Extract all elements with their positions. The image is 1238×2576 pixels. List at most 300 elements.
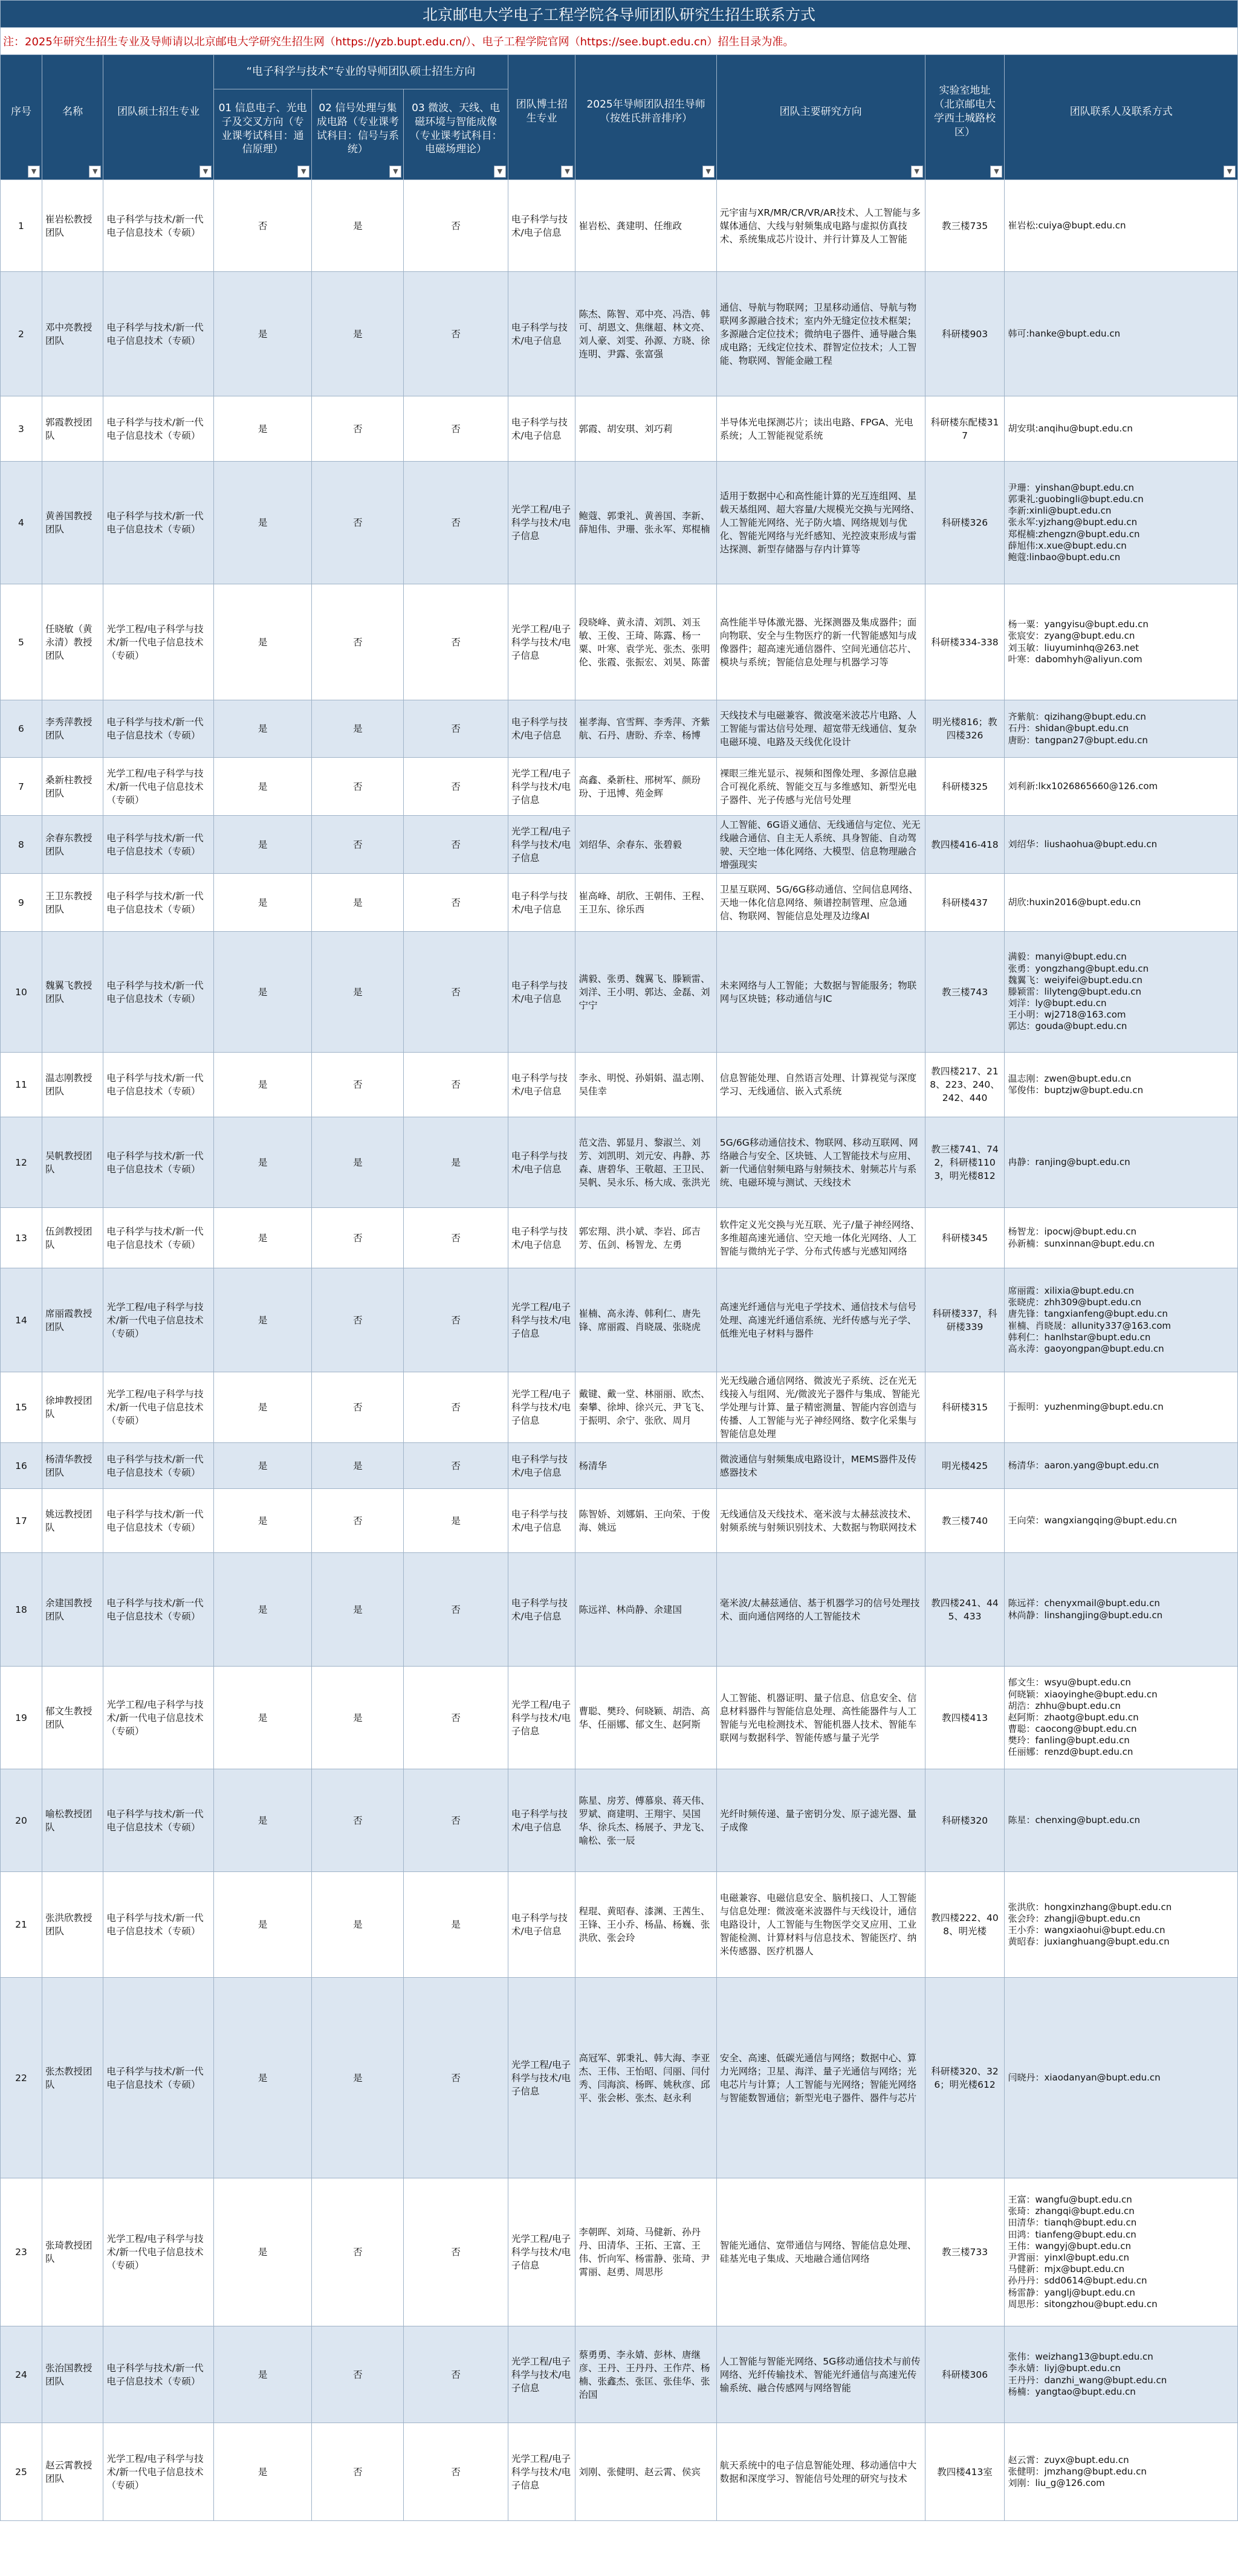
cell-master-major: 光学工程/电子科学与技术/新一代电子信息技术（专硕） xyxy=(103,2178,214,2326)
dropdown-filter-icon[interactable]: ▼ xyxy=(911,166,923,178)
cell-phd-major: 电子科学与技术/电子信息 xyxy=(508,1553,575,1667)
admission-note: 注：2025年研究生招生专业及导师请以北京邮电大学研究生招生网（https://yzb.bupt.edu.cn/）、电子工程学院官网（https://see.bupt.edu.cn）招生目录为准。 xyxy=(0,28,1238,54)
cell-no: 14 xyxy=(1,1268,42,1372)
cell-research: 通信、导航与物联网；卫星移动通信、导航与物联网多源融合技术；室内外无缝定位技术框架；多源融合定位技术；微纳电子器件、通导融合集成电路；无线定位技术、群智定位技术；人工智能、物联网、智能金融工程 xyxy=(716,272,925,396)
cell-dir-2: 否 xyxy=(312,758,404,816)
cell-dir-3: 否 xyxy=(404,932,508,1053)
header-contact: 团队联系人及联系方式 ▼ xyxy=(1005,55,1238,180)
cell-master-major: 电子科学与技术/新一代电子信息技术（专硕） xyxy=(103,874,214,932)
cell-dir-3: 是 xyxy=(404,1489,508,1553)
dropdown-filter-icon[interactable]: ▼ xyxy=(990,166,1002,178)
cell-advisors: 程琨、黄昭春、漆渊、王茜生、王锋、王小乔、杨晶、杨巍、张洪欣、张会玲 xyxy=(575,1872,716,1978)
cell-research: 半导体光电探测芯片；读出电路、FPGA、光电系统；人工智能视觉系统 xyxy=(716,396,925,462)
cell-phd-major: 光学工程/电子科学与技术/电子信息 xyxy=(508,1978,575,2178)
cell-advisors: 陈星、房芳、傅慕泉、蒋天伟、罗斌、商建明、王翔宇、吴国华、徐兵杰、杨展予、尹龙飞、喻松、张一辰 xyxy=(575,1769,716,1872)
cell-dir-2: 是 xyxy=(312,1443,404,1489)
table-row xyxy=(1,932,1238,1053)
cell-no: 19 xyxy=(1,1667,42,1769)
header-name: 名称 ▼ xyxy=(42,55,103,180)
cell-lab: 教四楼217、218、223、240、242、440 xyxy=(925,1053,1005,1117)
cell-dir-1: 是 xyxy=(213,932,311,1053)
cell-dir-3: 否 xyxy=(404,462,508,584)
cell-advisors: 段晓峰、黄永清、刘凯、刘玉敏、王俊、王琦、陈露、杨一粟、叶寒、袁学光、张杰、张明伦、张霞、张振宏、刘昊、陈蕾 xyxy=(575,584,716,700)
cell-no: 22 xyxy=(1,1978,42,2178)
cell-name: 张琦教授团队 xyxy=(42,2178,103,2326)
cell-dir-1: 是 xyxy=(213,1443,311,1489)
cell-phd-major: 电子科学与技术/电子信息 xyxy=(508,1443,575,1489)
cell-phd-major: 电子科学与技术/电子信息 xyxy=(508,1769,575,1872)
table-row xyxy=(1,1769,1238,1872)
cell-lab: 教四楼222、408、明光楼 xyxy=(925,1872,1005,1978)
table-row xyxy=(1,272,1238,396)
table-row xyxy=(1,758,1238,816)
dropdown-filter-icon[interactable]: ▼ xyxy=(199,166,212,178)
cell-dir-3: 否 xyxy=(404,272,508,396)
cell-advisors: 杨清华 xyxy=(575,1443,716,1489)
cell-dir-2: 否 xyxy=(312,2326,404,2423)
cell-master-major: 电子科学与技术/新一代电子信息技术（专硕） xyxy=(103,2326,214,2423)
cell-phd-major: 光学工程/电子科学与技术/电子信息 xyxy=(508,2326,575,2423)
cell-no: 9 xyxy=(1,874,42,932)
table-row xyxy=(1,1872,1238,1978)
cell-dir-2: 是 xyxy=(312,180,404,272)
cell-dir-3: 否 xyxy=(404,1978,508,2178)
cell-dir-2: 是 xyxy=(312,1667,404,1769)
cell-dir-1: 是 xyxy=(213,584,311,700)
header-lab: 实验室地址（北京邮电大学西土城路校区） ▼ xyxy=(925,55,1005,180)
cell-dir-2: 否 xyxy=(312,584,404,700)
cell-name: 崔岩松教授团队 xyxy=(42,180,103,272)
cell-name: 赵云霄教授团队 xyxy=(42,2423,103,2521)
cell-name: 杨清华教授团队 xyxy=(42,1443,103,1489)
table-row xyxy=(1,874,1238,932)
cell-advisors: 郭霞、胡安琪、刘巧莉 xyxy=(575,396,716,462)
cell-dir-1: 是 xyxy=(213,1117,311,1208)
cell-phd-major: 电子科学与技术/电子信息 xyxy=(508,874,575,932)
cell-lab: 科研楼315 xyxy=(925,1372,1005,1443)
cell-advisors: 陈远祥、林尚静、余建国 xyxy=(575,1553,716,1667)
cell-contact: 陈星：chenxing@bupt.edu.cn xyxy=(1005,1769,1238,1872)
cell-phd-major: 电子科学与技术/电子信息 xyxy=(508,1208,575,1268)
cell-dir-3: 否 xyxy=(404,874,508,932)
cell-name: 张治国教授团队 xyxy=(42,2326,103,2423)
header-master-major: 团队硕士招生专业 ▼ xyxy=(103,55,214,180)
cell-contact: 崔岩松:cuiya@bupt.edu.cn xyxy=(1005,180,1238,272)
cell-contact: 张洪欣：hongxinzhang@bupt.edu.cn 张会玲：zhangji@bupt.edu.cn 王小乔：wangxiaohui@bupt.edu.cn 黄昭春：juxianghuang@bupt.edu.cn xyxy=(1005,1872,1238,1978)
dropdown-filter-icon[interactable]: ▼ xyxy=(297,166,310,178)
cell-contact: 席丽霞：xilixia@bupt.edu.cn 张晓虎：zhh309@bupt.edu.cn 唐先锋：tangxianfeng@bupt.edu.cn 崔楠、肖晓晟：allunity337@163.com 韩利仁：hanlhstar@bupt.edu.cn 高永涛：gaoyongpan@bupt.edu.cn xyxy=(1005,1268,1238,1372)
cell-master-major: 电子科学与技术/新一代电子信息技术（专硕） xyxy=(103,462,214,584)
cell-dir-3: 否 xyxy=(404,584,508,700)
cell-master-major: 光学工程/电子科学与技术/新一代电子信息技术（专硕） xyxy=(103,1667,214,1769)
cell-no: 7 xyxy=(1,758,42,816)
table-row xyxy=(1,1443,1238,1489)
cell-master-major: 电子科学与技术/新一代电子信息技术（专硕） xyxy=(103,1872,214,1978)
cell-lab: 教四楼241、445、433 xyxy=(925,1553,1005,1667)
cell-no: 1 xyxy=(1,180,42,272)
cell-no: 21 xyxy=(1,1872,42,1978)
cell-research: 无线通信及天线技术、毫米波与太赫兹波技术、射频系统与射频识别技术、大数据与物联网技术 xyxy=(716,1489,925,1553)
cell-contact: 杨清华：aaron.yang@bupt.edu.cn xyxy=(1005,1443,1238,1489)
cell-advisors: 崔高峰、胡欣、王朝伟、王程、王卫东、徐乐西 xyxy=(575,874,716,932)
cell-advisors: 范文浩、郭显月、黎淑兰、刘芳、刘凯明、刘元安、冉静、苏森、唐碧华、王敬超、王卫民、吴帆、吴永乐、杨大成、张洪光 xyxy=(575,1117,716,1208)
cell-no: 25 xyxy=(1,2423,42,2521)
cell-research: 未来网络与人工智能；大数据与智能服务；物联网与区块链；移动通信与IC xyxy=(716,932,925,1053)
cell-name: 李秀萍教授团队 xyxy=(42,700,103,758)
cell-advisors: 郭宏翔、洪小斌、李岩、邱吉芳、伍剑、杨智龙、左勇 xyxy=(575,1208,716,1268)
header-group-directions: “电子科学与技术”专业的导师团队硕士招生方向 xyxy=(213,55,508,89)
cell-dir-3: 否 xyxy=(404,2326,508,2423)
cell-name: 张杰教授团队 xyxy=(42,1978,103,2178)
cell-dir-3: 否 xyxy=(404,180,508,272)
cell-dir-1: 否 xyxy=(213,180,311,272)
cell-contact: 满毅：manyi@bupt.edu.cn 张勇：yongzhang@bupt.edu.cn 魏翼飞：weiyifei@bupt.edu.cn 滕颖雷：lilyteng@bupt.edu.cn 刘洋：ly@bupt.edu.cn 王小明：wj2718@163.com 郭达：gouda@bupt.edu.cn xyxy=(1005,932,1238,1053)
cell-master-major: 电子科学与技术/新一代电子信息技术（专硕） xyxy=(103,1208,214,1268)
cell-name: 姚远教授团队 xyxy=(42,1489,103,1553)
cell-dir-3: 否 xyxy=(404,1268,508,1372)
cell-research: 安全、高速、低碳光通信与网络；数据中心、算力光网络；卫星、海洋、量子光通信与网络；光电芯片与计算；人工智能与光网络；智能光网络与智能数智通信；新型光电子器件、器件与芯片 xyxy=(716,1978,925,2178)
cell-dir-1: 是 xyxy=(213,2423,311,2521)
cell-dir-2: 是 xyxy=(312,700,404,758)
cell-research: 光纤时频传递、量子密钥分发、原子滤光器、量子成像 xyxy=(716,1769,925,1872)
cell-name: 伍剑教授团队 xyxy=(42,1208,103,1268)
cell-phd-major: 光学工程/电子科学与技术/电子信息 xyxy=(508,758,575,816)
cell-dir-1: 是 xyxy=(213,758,311,816)
header-no: 序号 ▼ xyxy=(1,55,42,180)
table-row xyxy=(1,1208,1238,1268)
table-row xyxy=(1,1553,1238,1667)
cell-name: 黄善国教授团队 xyxy=(42,462,103,584)
cell-contact: 胡欣:huxin2016@bupt.edu.cn xyxy=(1005,874,1238,932)
cell-research: 元宇宙与XR/MR/CR/VR/AR技术、人工智能与多媒体通信、大线与射频集成电路与虚拟仿真技术、系统集成芯片设计、并行计算及人工智能 xyxy=(716,180,925,272)
cell-dir-3: 否 xyxy=(404,1053,508,1117)
header-phd-major: 团队博士招生专业 ▼ xyxy=(508,55,575,180)
table-row xyxy=(1,1268,1238,1372)
cell-phd-major: 光学工程/电子科学与技术/电子信息 xyxy=(508,1667,575,1769)
cell-lab: 明光楼425 xyxy=(925,1443,1005,1489)
cell-research: 信息智能处理、自然语言处理、计算视觉与深度学习、无线通信、嵌入式系统 xyxy=(716,1053,925,1117)
cell-lab: 明光楼816；教四楼326 xyxy=(925,700,1005,758)
cell-name: 温志刚教授团队 xyxy=(42,1053,103,1117)
cell-phd-major: 光学工程/电子科学与技术/电子信息 xyxy=(508,1268,575,1372)
cell-no: 11 xyxy=(1,1053,42,1117)
cell-lab: 教三楼743 xyxy=(925,932,1005,1053)
cell-dir-1: 是 xyxy=(213,396,311,462)
cell-contact: 杨一粟：yangyisu@bupt.edu.cn 张宸安：zyang@bupt.edu.cn 刘玉敏：liuyuminhq@263.net 叶寒：dabomhyh@aliyun.com xyxy=(1005,584,1238,700)
cell-research: 软件定义光交换与光互联、光子/量子神经网络、多维超高速光通信、空天地一体化光网络、人工智能与微纳光子学、分布式传感与光感知网络 xyxy=(716,1208,925,1268)
cell-lab: 科研楼326 xyxy=(925,462,1005,584)
cell-contact: 冉静：ranjing@bupt.edu.cn xyxy=(1005,1117,1238,1208)
cell-lab: 教三楼735 xyxy=(925,180,1005,272)
cell-dir-2: 否 xyxy=(312,2423,404,2521)
cell-master-major: 电子科学与技术/新一代电子信息技术（专硕） xyxy=(103,1053,214,1117)
cell-name: 郭霞教授团队 xyxy=(42,396,103,462)
cell-lab: 科研楼306 xyxy=(925,2326,1005,2423)
cell-dir-3: 否 xyxy=(404,1208,508,1268)
cell-research: 高性能半导体激光器、光探测器及集成器件；面向物联、安全与生物医疗的新一代智能感知与成像器件；超高速光通信器件、空间光通信芯片、模块与系统；智能信息处理与机器学习等 xyxy=(716,584,925,700)
cell-master-major: 光学工程/电子科学与技术/新一代电子信息技术（专硕） xyxy=(103,2423,214,2521)
cell-master-major: 光学工程/电子科学与技术/新一代电子信息技术（专硕） xyxy=(103,584,214,700)
cell-contact: 刘绍华：liushaohua@bupt.edu.cn xyxy=(1005,816,1238,874)
cell-dir-3: 否 xyxy=(404,758,508,816)
cell-dir-3: 是 xyxy=(404,1872,508,1978)
cell-dir-3: 是 xyxy=(404,1117,508,1208)
cell-dir-2: 否 xyxy=(312,1769,404,1872)
cell-dir-1: 是 xyxy=(213,874,311,932)
cell-no: 16 xyxy=(1,1443,42,1489)
cell-research: 人工智能、6G语义通信、无线通信与定位、光无线融合通信、自主无人系统、具身智能、自动驾驶、天空地一体化网络、大模型、信息物理融合增强现实 xyxy=(716,816,925,874)
cell-contact: 闫晓丹：xiaodanyan@bupt.edu.cn xyxy=(1005,1978,1238,2178)
cell-master-major: 光学工程/电子科学与技术/新一代电子信息技术（专硕） xyxy=(103,758,214,816)
cell-name: 喻松教授团队 xyxy=(42,1769,103,1872)
dropdown-filter-icon[interactable]: ▼ xyxy=(89,166,101,178)
cell-advisors: 戴键、戴一堂、林丽丽、欧杰、秦攀、徐坤、徐兴元、尹飞飞、于振明、余宁、张欣、周月 xyxy=(575,1372,716,1443)
cell-phd-major: 电子科学与技术/电子信息 xyxy=(508,700,575,758)
cell-advisors: 陈杰、陈智、邓中亮、冯浩、韩可、胡恩文、焦继超、林文亮、刘人豪、刘雯、孙源、方晓、徐连明、尹露、张富强 xyxy=(575,272,716,396)
cell-dir-2: 否 xyxy=(312,816,404,874)
cell-research: 航天系统中的电子信息智能处理、移动通信中大数据和深度学习、智能信号处理的研究与技术 xyxy=(716,2423,925,2521)
cell-no: 13 xyxy=(1,1208,42,1268)
header-dir-1: 01 信息电子、光电子及交叉方向（专业课考试科目：通信原理） ▼ xyxy=(213,89,311,180)
cell-dir-3: 否 xyxy=(404,1553,508,1667)
dropdown-filter-icon[interactable]: ▼ xyxy=(389,166,401,178)
cell-master-major: 电子科学与技术/新一代电子信息技术（专硕） xyxy=(103,1117,214,1208)
cell-lab: 科研楼320、326；明光楼612 xyxy=(925,1978,1005,2178)
header-dir-3: 03 微波、天线、电磁环境与智能成像（专业课考试科目：电磁场理论） ▼ xyxy=(404,89,508,180)
cell-no: 4 xyxy=(1,462,42,584)
cell-dir-1: 是 xyxy=(213,1553,311,1667)
cell-contact: 杨智龙：ipocwj@bupt.edu.cn 孙新楠：sunxinnan@bupt.edu.cn xyxy=(1005,1208,1238,1268)
cell-contact: 刘利新:lkx1026865660@126.com xyxy=(1005,758,1238,816)
cell-contact: 张伟：weizhang13@bupt.edu.cn 李永婧：liyj@bupt.edu.cn 王丹丹：danzhi_wang@bupt.edu.cn 杨楠：yangtao@bupt.edu.cn xyxy=(1005,2326,1238,2423)
cell-lab: 科研楼334-338 xyxy=(925,584,1005,700)
cell-name: 任晓敏（黄永清）教授团队 xyxy=(42,584,103,700)
cell-advisors: 蔡勇勇、李永婧、彭林、唐继彦、王丹、王丹丹、王作芹、杨楠、张鑫杰、张匡、张佳华、张治国 xyxy=(575,2326,716,2423)
cell-master-major: 电子科学与技术/新一代电子信息技术（专硕） xyxy=(103,932,214,1053)
cell-dir-1: 是 xyxy=(213,2178,311,2326)
cell-dir-1: 是 xyxy=(213,1053,311,1117)
cell-contact: 陈远祥：chenyxmail@bupt.edu.cn 林尚静：linshangjing@bupt.edu.cn xyxy=(1005,1553,1238,1667)
table-row xyxy=(1,1053,1238,1117)
cell-name: 王卫东教授团队 xyxy=(42,874,103,932)
table-row xyxy=(1,396,1238,462)
cell-phd-major: 光学工程/电子科学与技术/电子信息 xyxy=(508,2423,575,2521)
table-row xyxy=(1,1372,1238,1443)
cell-phd-major: 电子科学与技术/电子信息 xyxy=(508,396,575,462)
cell-lab: 科研楼337，科研楼339 xyxy=(925,1268,1005,1372)
cell-research: 高速光纤通信与光电子学技术、通信技术与信号处理、高速光纤通信系统、光纤传感与光子学、低维光电子材料与器件 xyxy=(716,1268,925,1372)
cell-dir-2: 是 xyxy=(312,1553,404,1667)
cell-master-major: 电子科学与技术/新一代电子信息技术（专硕） xyxy=(103,1489,214,1553)
cell-lab: 科研楼东配楼317 xyxy=(925,396,1005,462)
cell-name: 邓中亮教授团队 xyxy=(42,272,103,396)
cell-advisors: 刘刚、张健明、赵云霄、侯宾 xyxy=(575,2423,716,2521)
cell-no: 12 xyxy=(1,1117,42,1208)
table-row xyxy=(1,1667,1238,1769)
cell-master-major: 光学工程/电子科学与技术/新一代电子信息技术（专硕） xyxy=(103,1372,214,1443)
cell-phd-major: 光学工程/电子科学与技术/电子信息 xyxy=(508,2178,575,2326)
cell-dir-1: 是 xyxy=(213,1769,311,1872)
cell-master-major: 电子科学与技术/新一代电子信息技术（专硕） xyxy=(103,396,214,462)
cell-name: 余建国教授团队 xyxy=(42,1553,103,1667)
cell-advisors: 满毅、张勇、魏翼飞、滕颖雷、刘洋、王小明、郭达、金磊、刘宁宁 xyxy=(575,932,716,1053)
cell-dir-3: 否 xyxy=(404,1667,508,1769)
page-title: 北京邮电大学电子工程学院各导师团队研究生招生联系方式 xyxy=(0,0,1238,28)
cell-lab: 教三楼733 xyxy=(925,2178,1005,2326)
cell-no: 18 xyxy=(1,1553,42,1667)
cell-phd-major: 电子科学与技术/电子信息 xyxy=(508,932,575,1053)
cell-research: 毫米波/太赫兹通信、基于机器学习的信号处理技术、面向通信网络的人工智能技术 xyxy=(716,1553,925,1667)
cell-phd-major: 电子科学与技术/电子信息 xyxy=(508,1489,575,1553)
cell-master-major: 电子科学与技术/新一代电子信息技术（专硕） xyxy=(103,272,214,396)
cell-lab: 教三楼741、742，科研楼1103，明光楼812 xyxy=(925,1117,1005,1208)
header-research: 团队主要研究方向 ▼ xyxy=(716,55,925,180)
table-row xyxy=(1,700,1238,758)
cell-contact: 胡安琪:anqihu@bupt.edu.cn xyxy=(1005,396,1238,462)
cell-advisors: 曹聪、樊玲、何晓颖、胡浩、高华、任丽娜、郁文生、赵阿斯 xyxy=(575,1667,716,1769)
cell-name: 魏翼飞教授团队 xyxy=(42,932,103,1053)
cell-dir-2: 否 xyxy=(312,2178,404,2326)
cell-dir-2: 是 xyxy=(312,932,404,1053)
cell-master-major: 电子科学与技术/新一代电子信息技术（专硕） xyxy=(103,1443,214,1489)
cell-dir-1: 是 xyxy=(213,1268,311,1372)
table-row xyxy=(1,1489,1238,1553)
cell-dir-1: 是 xyxy=(213,1489,311,1553)
header-dir-2: 02 信号处理与集成电路（专业课考试科目：信号与系统） ▼ xyxy=(312,89,404,180)
cell-contact: 赵云霄：zuyx@bupt.edu.cn 张健明：jmzhang@bupt.edu.cn 刘刚：liu_g@126.com xyxy=(1005,2423,1238,2521)
cell-lab: 科研楼345 xyxy=(925,1208,1005,1268)
cell-advisors: 刘绍华、余春东、张碧毅 xyxy=(575,816,716,874)
cell-dir-1: 是 xyxy=(213,1372,311,1443)
cell-lab: 科研楼437 xyxy=(925,874,1005,932)
table-row xyxy=(1,180,1238,272)
cell-dir-2: 否 xyxy=(312,462,404,584)
cell-dir-1: 是 xyxy=(213,1978,311,2178)
cell-phd-major: 光学工程/电子科学与技术/电子信息 xyxy=(508,1372,575,1443)
cell-contact: 韩可:hanke@bupt.edu.cn xyxy=(1005,272,1238,396)
cell-lab: 科研楼903 xyxy=(925,272,1005,396)
cell-dir-2: 是 xyxy=(312,1117,404,1208)
cell-advisors: 高鑫、桑新柱、邢树军、颜玢玢、于迅博、苑金辉 xyxy=(575,758,716,816)
cell-advisors: 李朝晖、刘琦、马健新、孙丹丹、田清华、王拓、王富、王伟、忻向军、杨雷静、张琦、尹霄丽、赵勇、周思彤 xyxy=(575,2178,716,2326)
cell-no: 24 xyxy=(1,2326,42,2423)
cell-no: 5 xyxy=(1,584,42,700)
cell-research: 人工智能、机器证明、量子信息、信息安全、信息材料器件与智能信息处理、高性能器件与人工智能与光电检测技术、智能机器人技术、智能车联网与数据科学、智能传感与量子光学 xyxy=(716,1667,925,1769)
cell-dir-1: 是 xyxy=(213,1667,311,1769)
cell-dir-3: 否 xyxy=(404,816,508,874)
cell-dir-2: 是 xyxy=(312,874,404,932)
cell-research: 光无线融合通信网络、微波光子系统、泛在光无线接入与组网、光/微波光子器件与集成、智能光学处理与计算、量子精密测量、智能内容创造与传播、人工智能与光子神经网络、数字化采集与智能信息处理 xyxy=(716,1372,925,1443)
cell-phd-major: 光学工程/电子科学与技术/电子信息 xyxy=(508,584,575,700)
cell-dir-2: 是 xyxy=(312,1872,404,1978)
cell-master-major: 电子科学与技术/新一代电子信息技术（专硕） xyxy=(103,700,214,758)
header-advisors: 2025年导师团队招生导师（按姓氏拼音排序） ▼ xyxy=(575,55,716,180)
cell-master-major: 电子科学与技术/新一代电子信息技术（专硕） xyxy=(103,1769,214,1872)
advisor-team-table xyxy=(0,54,1238,2521)
cell-research: 智能光通信、宽带通信与网络、智能信息处理、硅基光电子集成、天地融合通信网络 xyxy=(716,2178,925,2326)
cell-contact: 温志刚：zwen@bupt.edu.cn 邹俊伟：buptzjw@bupt.edu.cn xyxy=(1005,1053,1238,1117)
table-body xyxy=(1,180,1238,2521)
cell-no: 8 xyxy=(1,816,42,874)
cell-phd-major: 光学工程/电子科学与技术/电子信息 xyxy=(508,462,575,584)
cell-name: 席丽霞教授团队 xyxy=(42,1268,103,1372)
cell-dir-2: 否 xyxy=(312,1372,404,1443)
table-row xyxy=(1,2423,1238,2521)
cell-research: 卫星互联网、5G/6G移动通信、空间信息网络、天地一体化信息网络、频谱控制管理、应急通信、物联网、智能信息处理及边缘AI xyxy=(716,874,925,932)
cell-master-major: 光学工程/电子科学与技术/新一代电子信息技术（专硕） xyxy=(103,1268,214,1372)
cell-dir-2: 否 xyxy=(312,1268,404,1372)
cell-lab: 科研楼320 xyxy=(925,1769,1005,1872)
cell-contact: 尹珊：yinshan@bupt.edu.cn 郭秉礼:guobingli@bupt.edu.cn 李新:xinli@bupt.edu.cn 张永军:yjzhang@bupt.edu.cn 郑棍楠:zhengzn@bupt.edu.cn 薛旭伟:x.xue@bupt.edu.cn 鲍蔻:linbao@bupt.edu.cn xyxy=(1005,462,1238,584)
cell-dir-1: 是 xyxy=(213,2326,311,2423)
cell-research: 裸眼三维光显示、视频和图像处理、多源信息融合可视化系统、智能交互与多维感知、新型光电子器件、光子传感与光信号处理 xyxy=(716,758,925,816)
cell-dir-2: 否 xyxy=(312,1053,404,1117)
cell-name: 桑新柱教授团队 xyxy=(42,758,103,816)
cell-phd-major: 电子科学与技术/电子信息 xyxy=(508,180,575,272)
dropdown-filter-icon[interactable]: ▼ xyxy=(494,166,506,178)
cell-no: 15 xyxy=(1,1372,42,1443)
cell-dir-3: 否 xyxy=(404,2178,508,2326)
cell-phd-major: 电子科学与技术/电子信息 xyxy=(508,1053,575,1117)
table-row xyxy=(1,2326,1238,2423)
cell-dir-1: 是 xyxy=(213,462,311,584)
cell-dir-1: 是 xyxy=(213,1872,311,1978)
cell-lab: 教四楼413 xyxy=(925,1667,1005,1769)
table-row xyxy=(1,1117,1238,1208)
table-row xyxy=(1,2178,1238,2326)
cell-no: 20 xyxy=(1,1769,42,1872)
dropdown-filter-icon[interactable]: ▼ xyxy=(702,166,715,178)
cell-advisors: 李永、明悦、孙娟娟、温志刚、吴佳幸 xyxy=(575,1053,716,1117)
cell-dir-3: 否 xyxy=(404,1443,508,1489)
cell-research: 适用于数据中心和高性能计算的光互连组网、星载天基组网、超大容量/大规模光交换与光网络、人工智能光网络、光子防火墙、网络规划与优化、智能光网络与光纤感知、光控波束形成与雷达探测、新型存储器与存内计算等 xyxy=(716,462,925,584)
cell-advisors: 崔孝海、官雪辉、李秀萍、齐紫航、石丹、唐盼、乔幸、杨博 xyxy=(575,700,716,758)
dropdown-filter-icon[interactable]: ▼ xyxy=(561,166,573,178)
cell-master-major: 电子科学与技术/新一代电子信息技术（专硕） xyxy=(103,180,214,272)
cell-contact: 王富：wangfu@bupt.edu.cn 张琦：zhangqi@bupt.edu.cn 田清华：tianqh@bupt.edu.cn 田鸿：tianfeng@bupt.edu.cn 王伟：wangyj@bupt.edu.cn 尹霄丽：yinxl@bupt.edu.cn 马健新：mjx@bupt.edu.cn 孙丹丹：sdd0614@bupt.edu.cn 杨雷静：yanglj@bupt.edu.cn 周思彤：sitongzhou@bupt.edu.cn xyxy=(1005,2178,1238,2326)
cell-contact: 王向荣：wangxiangqing@bupt.edu.cn xyxy=(1005,1489,1238,1553)
cell-advisors: 高冠军、郭秉礼、韩大海、李亚杰、王伟、王怡昭、闫丽、闫付秀、闫海滨、杨晖、姚秋彦、邱平、张会彬、张杰、赵永利 xyxy=(575,1978,716,2178)
table-row xyxy=(1,1978,1238,2178)
table-row xyxy=(1,584,1238,700)
cell-contact: 于振明：yuzhenming@bupt.edu.cn xyxy=(1005,1372,1238,1443)
table-row xyxy=(1,462,1238,584)
cell-phd-major: 光学工程/电子科学与技术/电子信息 xyxy=(508,816,575,874)
cell-dir-1: 是 xyxy=(213,700,311,758)
dropdown-filter-icon[interactable]: ▼ xyxy=(1223,166,1236,178)
dropdown-filter-icon[interactable]: ▼ xyxy=(28,166,40,178)
cell-research: 微波通信与射频集成电路设计，MEMS器件及传感器技术 xyxy=(716,1443,925,1489)
cell-no: 6 xyxy=(1,700,42,758)
cell-no: 3 xyxy=(1,396,42,462)
cell-dir-2: 否 xyxy=(312,396,404,462)
cell-phd-major: 电子科学与技术/电子信息 xyxy=(508,1117,575,1208)
cell-no: 17 xyxy=(1,1489,42,1553)
cell-lab: 教三楼740 xyxy=(925,1489,1005,1553)
cell-dir-2: 否 xyxy=(312,1208,404,1268)
cell-dir-3: 否 xyxy=(404,396,508,462)
cell-name: 郁文生教授团队 xyxy=(42,1667,103,1769)
cell-no: 23 xyxy=(1,2178,42,2326)
cell-advisors: 崔岩松、龚建明、任维政 xyxy=(575,180,716,272)
cell-lab: 科研楼325 xyxy=(925,758,1005,816)
cell-master-major: 电子科学与技术/新一代电子信息技术（专硕） xyxy=(103,816,214,874)
cell-lab: 教四楼413室 xyxy=(925,2423,1005,2521)
cell-dir-3: 否 xyxy=(404,1769,508,1872)
cell-dir-2: 是 xyxy=(312,272,404,396)
cell-advisors: 崔楠、高永涛、韩利仁、唐先锋、席丽霞、肖晓晟、张晓虎 xyxy=(575,1268,716,1372)
cell-master-major: 电子科学与技术/新一代电子信息技术（专硕） xyxy=(103,1553,214,1667)
